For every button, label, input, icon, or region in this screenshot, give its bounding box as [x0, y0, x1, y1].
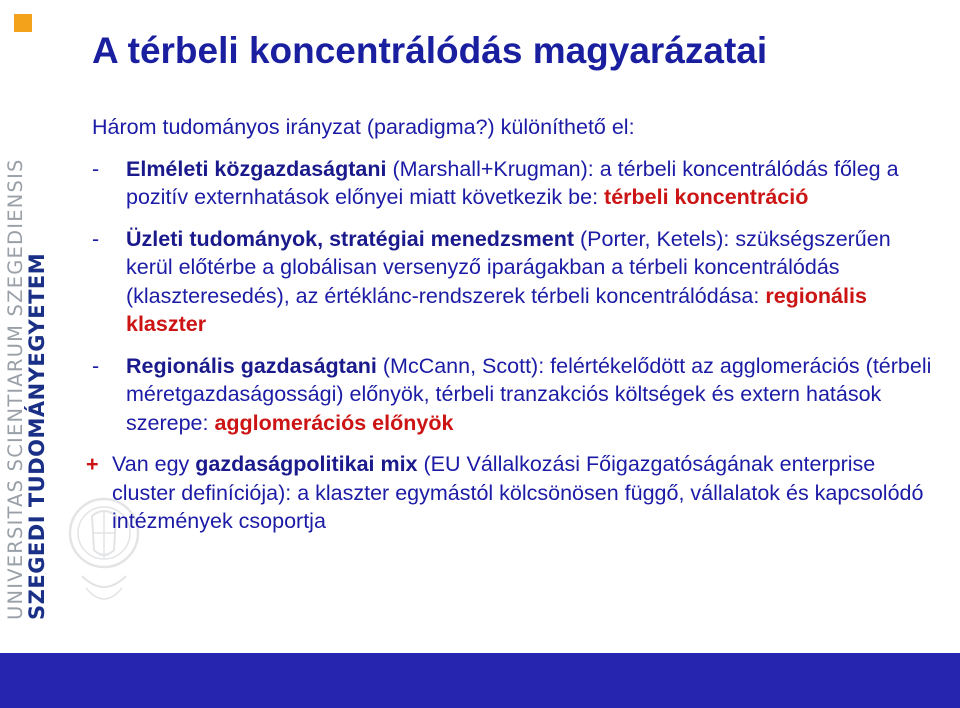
university-logo-text — [4, 20, 49, 620]
bullet-lead: Elméleti közgazdaságtani — [126, 156, 387, 181]
footer-bar — [0, 653, 960, 708]
policy-mix-item — [86, 450, 942, 536]
bullet-item-regional — [92, 352, 942, 438]
plus-marker: + — [86, 452, 99, 476]
bullet-conclusion: regionális klaszter — [126, 283, 867, 336]
page-title: A térbeli koncentrálódás magyarázatai — [92, 30, 768, 71]
bullet-text: (McCann, Scott): felértékelődött az agglomerációs (térbeli méretgazdaságossági) előnyök, térbeli tranzakciós költségek és extern hatások szerepe: — [126, 353, 932, 435]
slide-body — [86, 113, 942, 536]
bullet-text: (Marshall+Krugman): a térbeli koncentrálódás főleg a pozitív externhatások előnyei miatt következik be: — [126, 156, 899, 209]
policy-bold: gazdaságpolitikai mix — [195, 452, 418, 476]
bullet-marker: - — [92, 353, 100, 378]
bullet-lead: Üzleti tudományok, stratégiai menedzsment — [126, 226, 575, 251]
bullet-item-economics — [92, 155, 942, 212]
university-latin-name: UNIVERSITAS SCIENTIARUM SZEGEDIENSIS — [4, 158, 27, 620]
bullet-conclusion: agglomerációs előnyök — [214, 410, 454, 435]
intro-text: Három tudományos irányzat (paradigma?) különíthető el: — [92, 115, 635, 139]
bullet-item-business — [92, 225, 942, 339]
policy-text-a: Van egy — [112, 452, 196, 476]
bullet-marker: - — [92, 156, 100, 181]
university-hungarian-name: SZEGEDI TUDOMÁNYEGYETEM — [25, 252, 49, 620]
bullet-lead: Regionális gazdaságtani — [126, 353, 377, 378]
bullet-text: (Porter, Ketels): szükségszerűen kerül előtérbe a globálisan versenyző iparágakban a térbeli koncentrálódás (klaszteresedés), az értéklánc-rendszerek térbeli koncentrálódása: — [126, 226, 891, 308]
policy-text-b: (EU Vállalkozási Főigazgatóságának enterprise cluster definíciója): a klaszter egymástól kölcsönösen függő, vállalatok és kapcsolódó intézmények csoportja — [112, 452, 924, 533]
bullet-conclusion: térbeli koncentráció — [604, 185, 809, 209]
bullet-marker: - — [92, 226, 100, 251]
